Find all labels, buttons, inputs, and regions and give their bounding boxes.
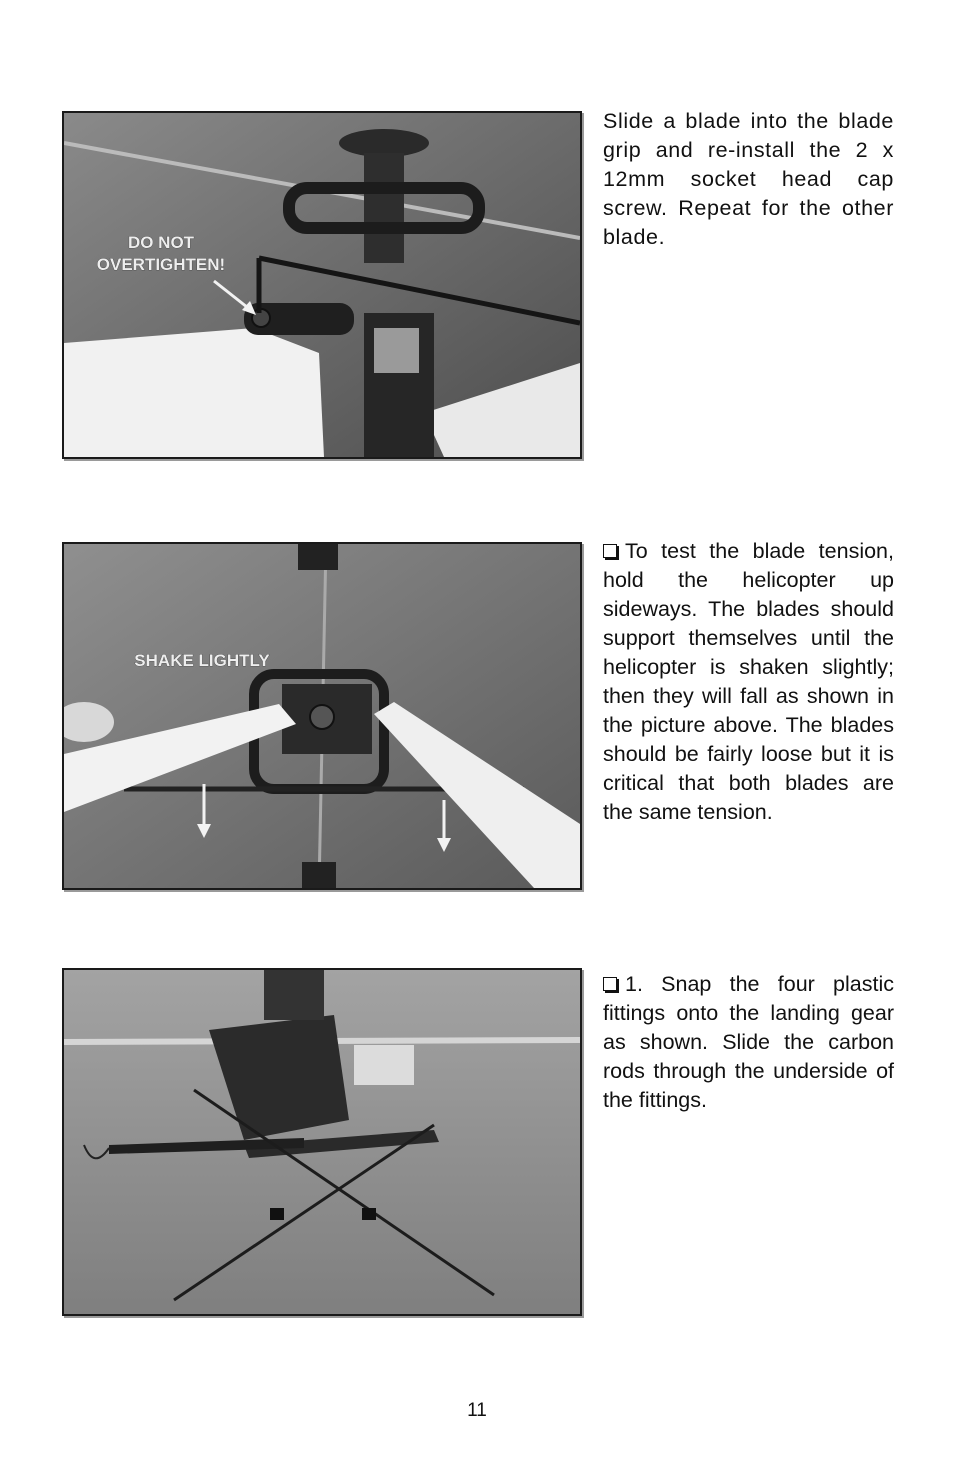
step-blade-tension — [603, 537, 894, 827]
shake-test-illustration — [64, 544, 580, 888]
rotor-head-illustration — [64, 113, 580, 457]
step-landing-gear-text: 1. Snap the four plastic fittings onto the landing gear as shown. Slide the carbon rods through the underside of the fittings. — [603, 972, 894, 1112]
checkbox-icon[interactable] — [603, 977, 617, 991]
page-number: 11 — [467, 1400, 487, 1421]
checkbox-icon[interactable] — [603, 544, 617, 558]
photo-shake-test — [62, 542, 582, 890]
photo-landing-gear — [62, 968, 582, 1316]
step-landing-gear — [603, 970, 894, 1115]
callout-do-not: DO NOT — [127, 233, 195, 252]
landing-gear-illustration — [64, 970, 580, 1314]
callout-overtighten: OVERTIGHTEN! — [96, 255, 226, 274]
step-blade-install: Slide a blade into the blade grip and re-install the 2 x 12mm socket head cap screw. Repeat for the other blade. — [603, 109, 894, 249]
callout-shake-lightly: SHAKE LIGHTLY — [134, 651, 270, 670]
step-blade-tension-text: To test the blade tension, hold the helicopter up sideways. The blades should support themselves until the helicopter is shaken slightly; then they will fall as shown in the picture above. The blades should be fairly loose but it is critical that both blades are the same tension. — [603, 539, 894, 824]
photo-rotor-head — [62, 111, 582, 459]
